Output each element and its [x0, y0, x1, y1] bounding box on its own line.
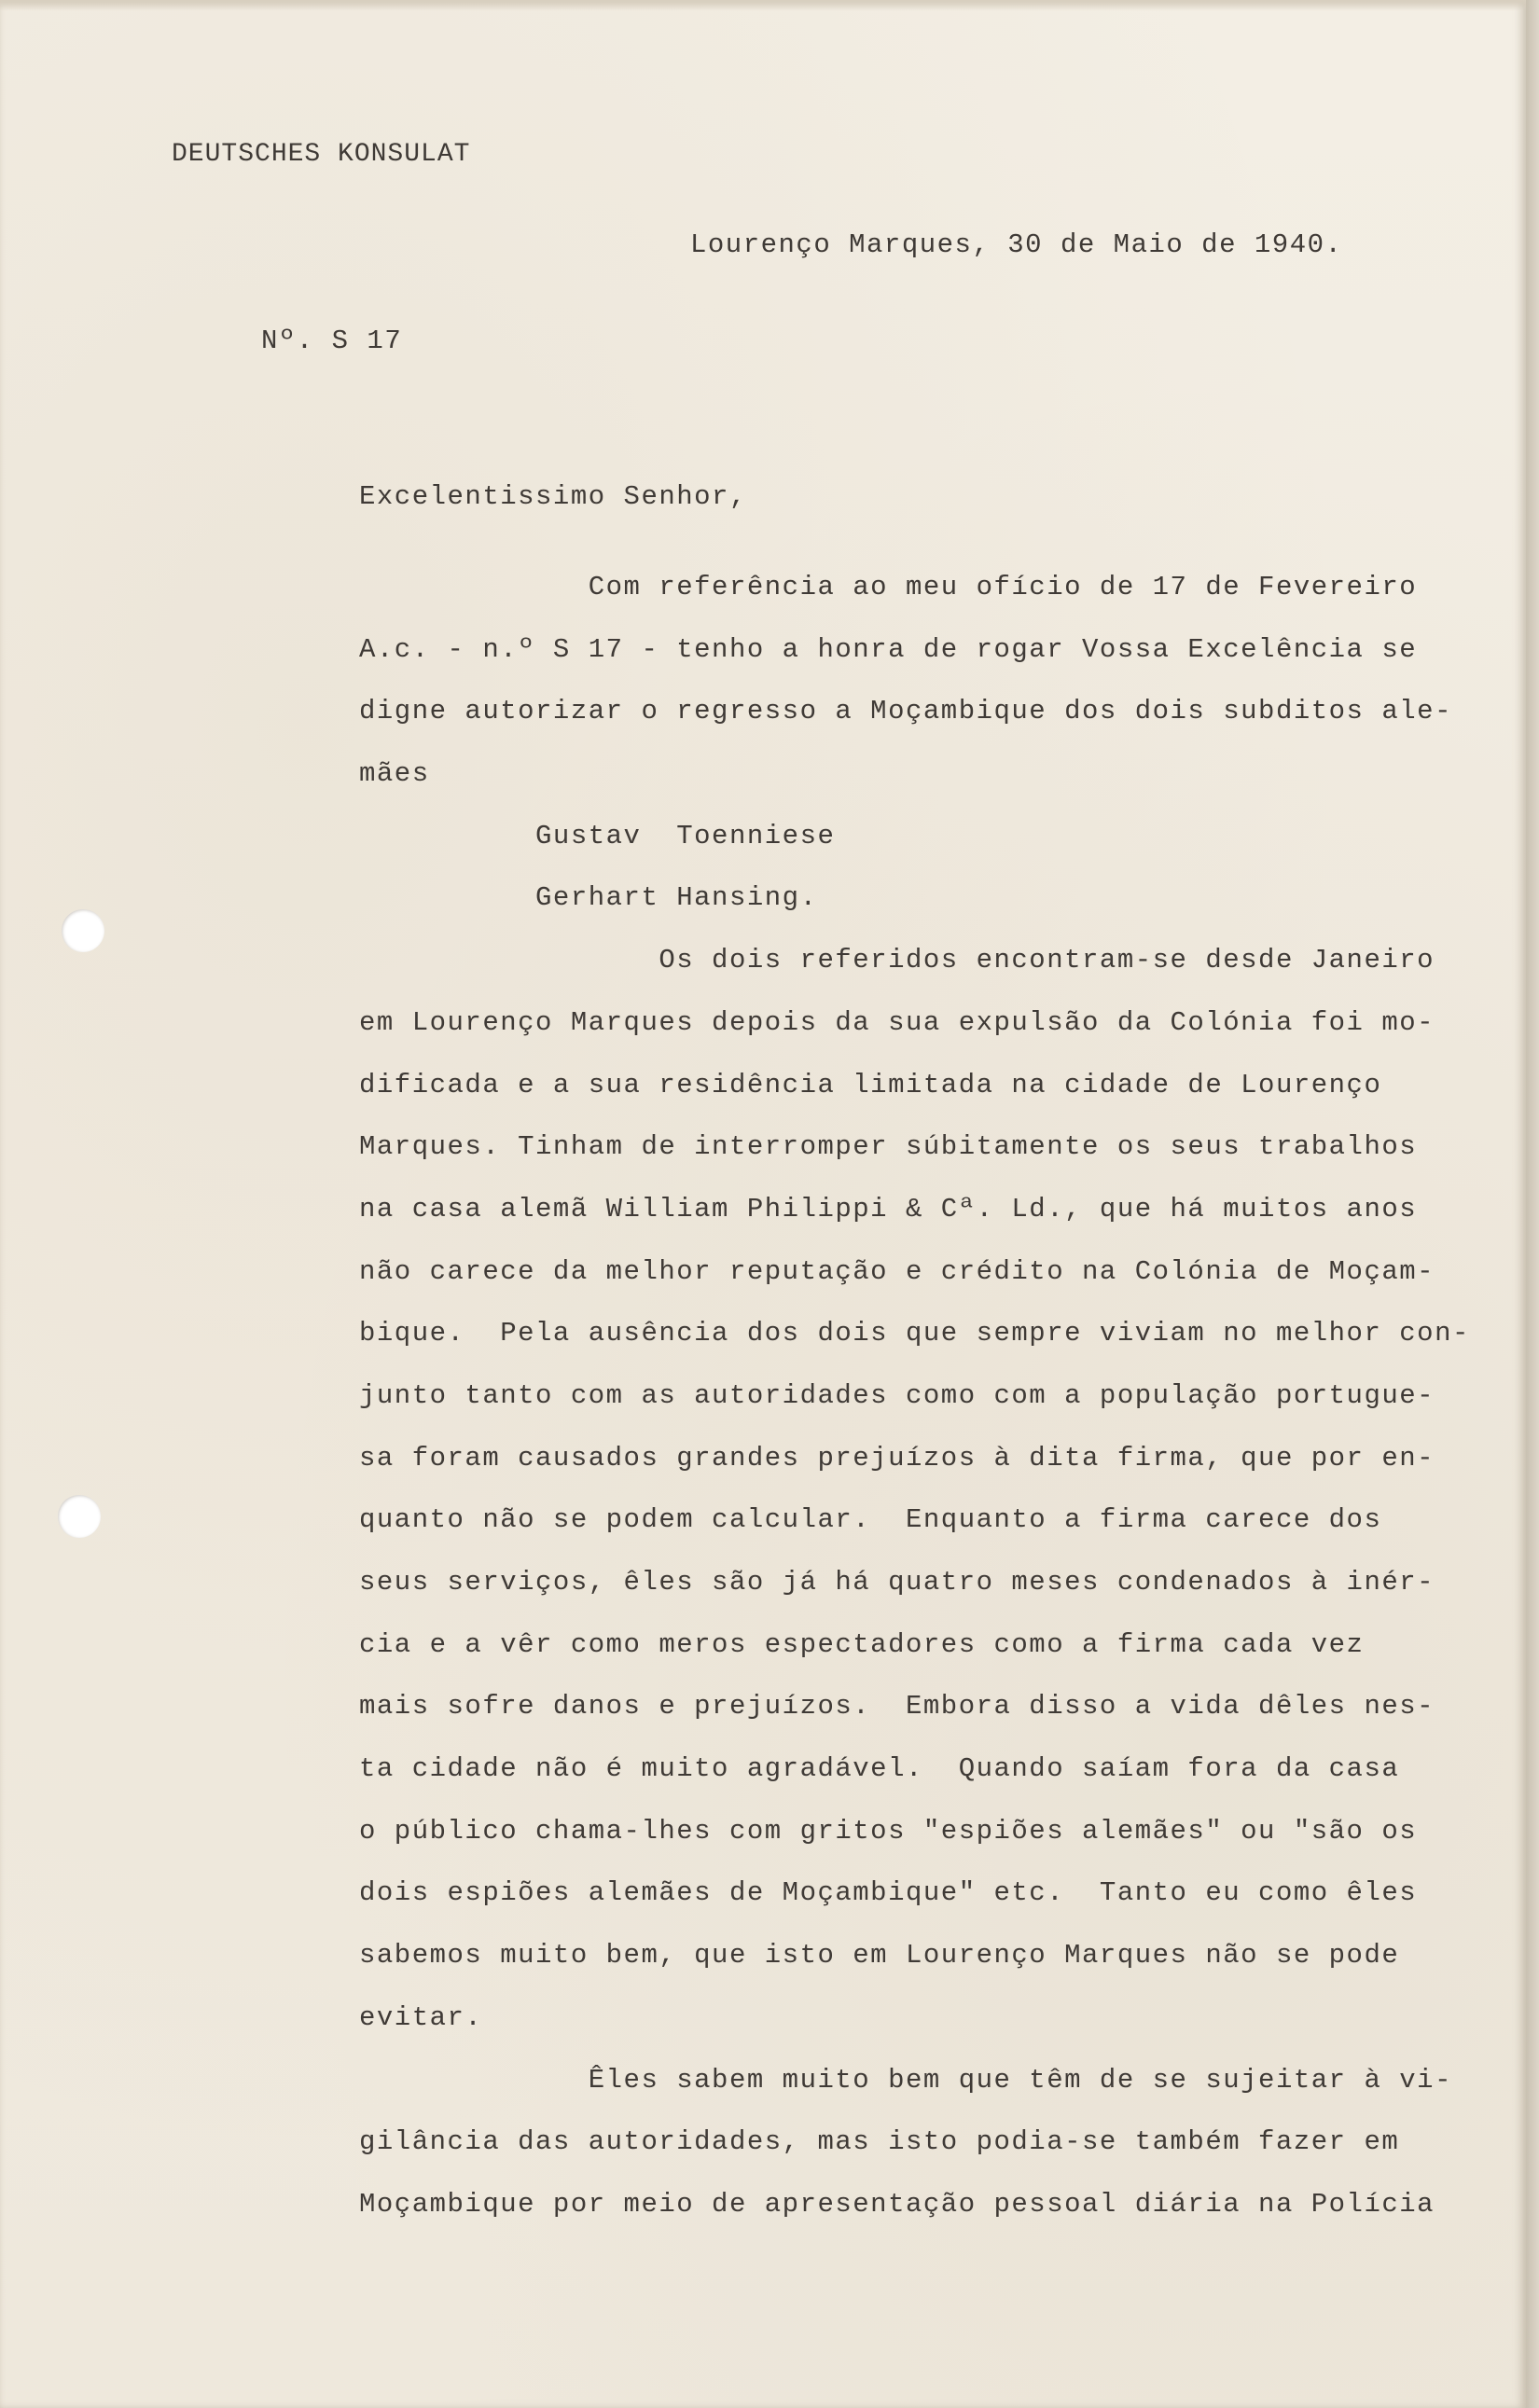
body-line: Com referência ao meu ofício de 17 de Fevereiro [359, 572, 1418, 602]
body-line: Gustav Toenniese [359, 820, 836, 851]
body-line: junto tanto com as autoridades como com a população portugue- [359, 1379, 1435, 1411]
body-line: sa foram causados grandes prejuízos à dita firma, que por en- [359, 1442, 1435, 1474]
body-line: mães [359, 758, 430, 790]
body-line: ta cidade não é muito agradável. Quando saíam fora da casa [359, 1753, 1400, 1785]
body-line: dois espiões alemães de Moçambique" etc. Tanto eu como êles [359, 1877, 1418, 1909]
body-line: Marques. Tinham de interromper súbitamente os seus trabalhos [359, 1131, 1418, 1163]
body-line: bique. Pela ausência dos dois que sempre viviam no melhor con- [359, 1318, 1470, 1349]
body-line: não carece da melhor reputação e crédito na Colónia de Moçam- [359, 1255, 1435, 1287]
body-line: Os dois referidos encontram-se desde Janeiro [359, 945, 1435, 976]
salutation: Excelentissimo Senhor, [359, 481, 747, 512]
consulate-header: DEUTSCHES KONSULAT [172, 140, 471, 169]
place-and-date: Lourenço Marques, 30 de Maio de 1940. [690, 229, 1343, 260]
body-line: sabemos muito bem, que isto em Lourenço Marques não se pode [359, 1940, 1400, 1972]
body-line: Êles sabem muito bem que têm de se sujeitar à vi- [359, 2064, 1452, 2096]
body-line: em Lourenço Marques depois da sua expulsão da Colónia foi mo- [359, 1006, 1435, 1038]
body-line: evitar. [359, 2001, 483, 2033]
body-line: Gerhart Hansing. [359, 882, 818, 914]
punch-hole-upper [62, 909, 104, 952]
punch-hole-lower [58, 1495, 101, 1538]
paper-top-edge [0, 0, 1526, 11]
body-line: digne autorizar o regresso a Moçambique dos dois subditos ale- [359, 696, 1452, 727]
body-line: dificada e a sua residência limitada na cidade de Lourenço [359, 1069, 1382, 1100]
paper-right-edge [1526, 0, 1539, 2408]
reference-number: Nº. S 17 [261, 325, 403, 356]
body-line: gilância das autoridades, mas isto podia-se também fazer em [359, 2126, 1400, 2158]
body-line: Moçambique por meio de apresentação pessoal diária na Polícia [359, 2188, 1435, 2220]
body-line: quanto não se podem calcular. Enquanto a firma carece dos [359, 1504, 1382, 1536]
body-line: seus serviços, êles são já há quatro meses condenados à inér- [359, 1567, 1435, 1598]
body-line: A.c. - n.º S 17 - tenho a honra de rogar Vossa Excelência se [359, 633, 1418, 665]
body-line: mais sofre danos e prejuízos. Embora disso a vida dêles nes- [359, 1691, 1435, 1723]
body-line: o público chama-lhes com gritos "espiões alemães" ou "são os [359, 1815, 1418, 1847]
body-line: cia e a vêr como meros espectadores como a firma cada vez [359, 1628, 1365, 1660]
letter-body [359, 571, 1506, 2250]
body-line: na casa alemã William Philippi & Cª. Ld., que há muitos anos [359, 1193, 1418, 1225]
